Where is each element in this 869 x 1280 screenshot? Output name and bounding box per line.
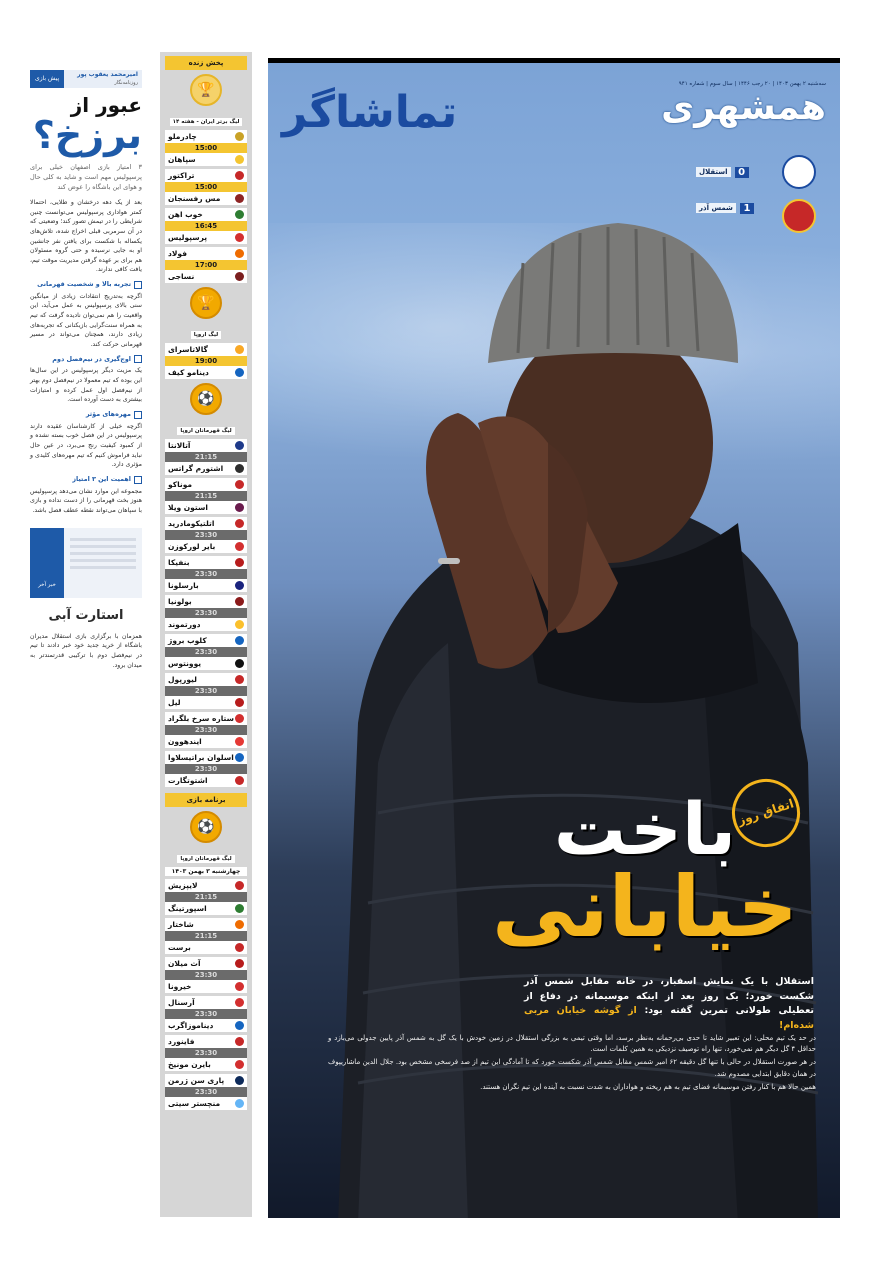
match-time: 23:30 xyxy=(165,1048,247,1058)
team-name: لایپزیش xyxy=(168,881,198,890)
away-team xyxy=(165,270,247,283)
team-name: استقلال xyxy=(696,167,731,177)
match-card xyxy=(165,247,247,283)
team-name: لیل xyxy=(168,698,181,707)
team-crest-icon xyxy=(235,171,244,180)
team-name: منچستر سیتی xyxy=(168,1099,221,1108)
team-name: خیرونا xyxy=(168,982,192,991)
home-team xyxy=(165,169,247,182)
home-team xyxy=(165,343,247,356)
team-crest-icon xyxy=(235,480,244,489)
team-crest-icon xyxy=(235,194,244,203)
team-crest-icon xyxy=(235,581,244,590)
match-time: 23:30 xyxy=(165,970,247,980)
newspaper-logo: همشهری xyxy=(661,87,826,128)
match-time: 17:00 xyxy=(165,260,247,270)
team-name: اسلوان براتیسلاوا xyxy=(168,753,234,762)
team-crest-icon xyxy=(235,714,244,723)
team-name: آث میلان xyxy=(168,959,201,968)
team-crest-icon xyxy=(235,503,244,512)
team-crest-icon xyxy=(235,737,244,746)
latest-news-box xyxy=(30,528,142,598)
match-card xyxy=(165,712,247,748)
away-team xyxy=(165,540,247,553)
team-crest-icon xyxy=(235,943,244,952)
program-label: برنامه بازی xyxy=(165,793,247,807)
team-name: تراکتور xyxy=(168,171,195,180)
match-card xyxy=(165,556,247,592)
team-crest-icon xyxy=(235,881,244,890)
home-team xyxy=(165,996,247,1009)
team-name: بنفیکا xyxy=(168,558,190,567)
team-crest-icon xyxy=(235,636,244,645)
team-name: ایندهوون xyxy=(168,737,202,746)
match-card xyxy=(165,673,247,709)
away-team xyxy=(165,902,247,915)
home-team xyxy=(165,1074,247,1087)
home-team xyxy=(165,247,247,260)
match-time: 23:30 xyxy=(165,1009,247,1019)
match-time: 21:15 xyxy=(165,892,247,902)
team-name: فاینورد xyxy=(168,1037,195,1046)
team-name: اتلتیکومادرید xyxy=(168,519,215,528)
away-team xyxy=(165,1097,247,1110)
away-team xyxy=(165,774,247,787)
home-team xyxy=(165,957,247,970)
away-team xyxy=(165,579,247,592)
team-crest-icon xyxy=(235,675,244,684)
team-name: فولاد xyxy=(168,249,188,258)
match-time: 23:30 xyxy=(165,725,247,735)
author-info xyxy=(64,70,142,88)
team-crest-icon xyxy=(235,620,244,629)
lead-text: استقلال با یک نمایش اسفبار، در خانه مقابل شمس آذر شکست خورد؛ یک روز بعد از اینکه موسیمانه در دفاع از تعطیلی طولانی تمرین گفته بود: xyxy=(524,976,814,1017)
team-name: اسپورتینگ xyxy=(168,904,207,913)
team-name: آتالانتا xyxy=(168,441,191,450)
away-team xyxy=(165,1019,247,1032)
match-card xyxy=(165,439,247,475)
team-name: چادرملو xyxy=(168,132,197,141)
decorative-lines xyxy=(70,538,136,573)
team-crest-icon xyxy=(235,132,244,141)
team-crest-icon xyxy=(235,519,244,528)
team-name: اشتورم گراتس xyxy=(168,464,224,473)
home-team xyxy=(165,634,247,647)
home-team xyxy=(165,712,247,725)
league-name: لیگ قهرمانان اروپا xyxy=(177,427,234,435)
home-team xyxy=(165,556,247,569)
away-team xyxy=(165,1058,247,1071)
home-team xyxy=(165,918,247,931)
team-crest-icon xyxy=(235,597,244,606)
away-team xyxy=(165,657,247,670)
latest-news-label: خبر آخر xyxy=(30,528,64,598)
team-name: شاختار xyxy=(168,920,194,929)
team-name: بایر لورکوزن xyxy=(168,542,216,551)
team-crest-icon xyxy=(235,920,244,929)
trophy-icon: 🏆 xyxy=(190,287,222,319)
team-crest-icon xyxy=(235,155,244,164)
away-team xyxy=(165,941,247,954)
match-card xyxy=(165,918,247,954)
match-time: 21:15 xyxy=(165,452,247,462)
team-name: خوب اهن xyxy=(168,210,203,219)
section-heading: تجربه بالا و شخصیت قهرمانی xyxy=(30,280,142,290)
team-name: دیناموزاگرب xyxy=(168,1021,214,1030)
column-intro: بعد از یک دهه درخشان و طلایی، احتمالا کمتر هواداری پرسپولیس می‌توانست چنین شرایطی را در تیمش تصور کند؛ وضعیتی که در آن سرمربی قبلی اخراج شده، تلاش‌های یکساله با شکست برای یافتن نفر جانشین او به جایی نرسیده و حتی گروه مسئولان هم برای بر عهده گرفتن مدیریت موقت تیم، یافت کافی ندارند. xyxy=(30,199,142,274)
newspaper-logo-accent: تماشاگر xyxy=(282,87,458,138)
match-time: 21:15 xyxy=(165,491,247,501)
headline-line2: خیابانی xyxy=(492,858,798,956)
score-value: 0 xyxy=(735,167,749,178)
match-card xyxy=(165,634,247,670)
match-card xyxy=(165,517,247,553)
team-crest-icon xyxy=(235,464,244,473)
section-text: اگرچه به‌تدریج انتقادات زیادی از میانگین سنی بالای پرسپولیس به عمل می‌آید، این واقعیت را هم نمی‌توان نادیده گرفت که تیم به همراه سنت‌گرایی بازیکنانی که تجربه‌های زیادی دارند، همچنان می‌تواند در مسیر قهرمانی حرکت کند. xyxy=(30,292,142,348)
team-crest-icon xyxy=(235,776,244,785)
match-time: 21:15 xyxy=(165,931,247,941)
team-name: شمس آذر xyxy=(696,203,736,213)
team-crest-icon xyxy=(235,959,244,968)
team-crest-icon xyxy=(235,272,244,281)
author-name: امیرمحمد یعقوب پور xyxy=(77,71,138,79)
match-time: 23:30 xyxy=(165,647,247,657)
home-team xyxy=(165,1035,247,1048)
headline-line1: باخت xyxy=(553,787,737,871)
score-value: 1 xyxy=(740,203,754,214)
match-card xyxy=(165,879,247,915)
team-name: پاری سن ژرمن xyxy=(168,1076,225,1085)
team-crest-icon xyxy=(235,233,244,242)
team-crest-icon xyxy=(235,753,244,762)
author-bar xyxy=(30,70,142,88)
match-card xyxy=(165,1035,247,1071)
league-header xyxy=(165,811,247,864)
team-crest-icon xyxy=(235,368,244,377)
home-team xyxy=(165,673,247,686)
match-time: 23:30 xyxy=(165,530,247,540)
league-name: لیگ اروپا xyxy=(191,331,221,339)
body-paragraph: در هر صورت استقلال در حالی با تنها گل دقیقه ۶۲ امیر شمس مقابل شمس آذر شکست خورد که تا آمادگی این تیم از صد فرسخی مشخص بود. جلال الدین ماشاریپوف در همان دقایق ابتدایی مصدوم شد. xyxy=(328,1058,816,1078)
team-crest-icon xyxy=(235,1099,244,1108)
program-date: چهارشنبه ۳ بهمن ۱۴۰۳ xyxy=(165,867,247,876)
team-crest-icon xyxy=(235,542,244,551)
live-broadcast-label: پخش زنده xyxy=(165,56,247,70)
cover-photo-panel xyxy=(268,58,840,1218)
away-team xyxy=(165,618,247,631)
team-crest-icon xyxy=(235,982,244,991)
team-name: بولونیا xyxy=(168,597,192,606)
match-time: 23:30 xyxy=(165,569,247,579)
match-time: 23:30 xyxy=(165,608,247,618)
team-name: دینامو کیف xyxy=(168,368,209,377)
home-team xyxy=(165,130,247,143)
section-text: اگرچه خیلی از کارشناسان عقیده دارند پرسپولیس در این فصل خوب بسته نشده و از کمبود کیفیت رنج می‌برد، در عین حال نباید فراموش کنیم که تیم مهره‌های کلیدی و مؤثری دارد. xyxy=(30,422,142,469)
league-name: لیگ برتر ایران - هفته ۱۴ xyxy=(170,118,243,126)
team-name: سپاهان xyxy=(168,155,196,164)
star-ball-icon: ⚽ xyxy=(190,811,222,843)
league-header xyxy=(165,74,247,127)
away-team xyxy=(165,501,247,514)
team-crest-icon xyxy=(235,249,244,258)
away-team xyxy=(165,696,247,709)
team-name: دورتموند xyxy=(168,620,201,629)
home-team xyxy=(165,208,247,221)
day-event-stamp: اتفاق روز xyxy=(723,770,809,856)
match-card xyxy=(165,208,247,244)
team-crest-icon xyxy=(235,441,244,450)
match-time: 15:00 xyxy=(165,182,247,192)
home-team xyxy=(165,517,247,530)
cover-headline xyxy=(480,787,810,956)
team-crest-icon xyxy=(235,904,244,913)
masthead xyxy=(282,81,826,141)
section-text: مجموعه این موارد نشان می‌دهد پرسپولیس هنوز بخت قهرمانی را از دست نداده و بازی با سپاهان می‌تواند نقطه عطف فصل باشد. xyxy=(30,487,142,514)
news-text: همزمان با برگزاری بازی استقلال مدیران باشگاه از خرید جدید خود خبر دادند تا تیم در نیم‌فصل دوم با ترکیبی قدرتمندتر به میدان برود. xyxy=(30,632,142,669)
away-team xyxy=(165,735,247,748)
away-team xyxy=(165,366,247,379)
team-crest-icon xyxy=(235,1021,244,1030)
match-card xyxy=(165,1074,247,1110)
match-time: 23:30 xyxy=(165,1087,247,1097)
cover-body xyxy=(328,1033,816,1095)
team-crest-icon xyxy=(235,210,244,219)
home-team xyxy=(165,478,247,491)
match-card xyxy=(165,957,247,993)
team-name: نساجی xyxy=(168,272,195,281)
team-name: یوونتوس xyxy=(168,659,202,668)
team-crest-icon xyxy=(235,1060,244,1069)
left-column xyxy=(30,70,142,1250)
match-card xyxy=(165,130,247,166)
team-name: لیورپول xyxy=(168,675,197,684)
match-time: 19:00 xyxy=(165,356,247,366)
team-name: گالاتاسرای xyxy=(168,345,208,354)
team-name: پرسپولیس xyxy=(168,233,208,242)
match-card xyxy=(165,996,247,1032)
trophy-icon: 🏆 xyxy=(190,74,222,106)
match-card xyxy=(165,478,247,514)
team-name: آرسنال xyxy=(168,998,195,1007)
team-crest-icon xyxy=(235,1076,244,1085)
team-crest-icon xyxy=(235,659,244,668)
home-team xyxy=(165,439,247,452)
away-team xyxy=(165,231,247,244)
team-name: استون ویلا xyxy=(168,503,208,512)
away-team xyxy=(165,153,247,166)
news-title: استارت آبی xyxy=(48,607,124,623)
team-name: ستاره سرخ بلگراد xyxy=(168,714,234,723)
match-card xyxy=(165,343,247,379)
cover-lead xyxy=(524,975,814,1034)
section-heading: مهره‌های مؤثر xyxy=(30,410,142,420)
home-team xyxy=(165,595,247,608)
team-crest-icon xyxy=(235,698,244,707)
match-card xyxy=(165,169,247,205)
league-header xyxy=(165,287,247,340)
match-time: 16:45 xyxy=(165,221,247,231)
column-title-line2: برزخ؟ xyxy=(32,113,142,157)
match-time: 23:30 xyxy=(165,686,247,696)
team-name: اشتوتگارت xyxy=(168,776,208,785)
masthead-info: سه‌شنبه ۲ بهمن ۱۴۰۳ | ۲۰ رجب ۱۴۴۶ | سال سوم | شماره ۹۴۱ xyxy=(678,81,826,87)
away-team xyxy=(165,192,247,205)
match-time: 15:00 xyxy=(165,143,247,153)
team-crest-icon xyxy=(235,345,244,354)
team-crest-icon xyxy=(235,1037,244,1046)
home-team xyxy=(165,751,247,764)
away-team xyxy=(165,980,247,993)
match-time: 23:30 xyxy=(165,764,247,774)
section-text: یک مزیت دیگر پرسپولیس در این سال‌ها این بوده که تیم معمولا در نیم‌فصل دوم بهتر از نیم‌فصل اول عمل کرده و امتیازات بیشتری به دست آورده است. xyxy=(30,367,142,404)
author-role: روزنامه‌نگار xyxy=(114,79,138,86)
team-name: برست xyxy=(168,943,191,952)
away-team xyxy=(165,462,247,475)
team-name: مس رفسنجان xyxy=(168,194,221,203)
team-name: موناکو xyxy=(168,480,193,489)
match-card xyxy=(165,751,247,787)
team-name: کلوب بروژ xyxy=(168,636,207,645)
section-tag: پیش بازی xyxy=(30,70,64,88)
team-crest-icon xyxy=(235,998,244,1007)
column-subtitle: ۳ امتیاز بازی اصفهان خیلی برای پرسپولیس مهم است و شاید به کلی حال و هوای این باشگاه را عوض کند xyxy=(30,162,142,192)
lead-highlight: از گوشه خیابان مربی شده‌ام! xyxy=(524,1005,814,1032)
match-card xyxy=(165,595,247,631)
section-heading: اهمیت این ۳ امتیاز xyxy=(30,475,142,485)
section-heading: اوج‌گیری در نیم‌فصل دوم xyxy=(30,355,142,365)
team-name: بایرن مونیخ xyxy=(168,1060,211,1069)
league-header xyxy=(165,383,247,436)
team-crest-icon xyxy=(235,558,244,567)
team-name: بارسلونا xyxy=(168,581,199,590)
body-paragraph: همین حالا هم با کنار رفتن موسیمانه فضای تیم به هم ریخته و هواداران به شدت نسبت به آینده این تیم نگران هستند. xyxy=(480,1082,816,1091)
home-team xyxy=(165,879,247,892)
schedule-column xyxy=(160,52,252,1217)
league-name: لیگ قهرمانان اروپا xyxy=(177,855,234,863)
column-title-line1: عبور از xyxy=(70,93,142,117)
body-paragraph: در حد یک تیم محلی: این تعبیر شاید تا حدی بی‌رحمانه به‌نظر برسد، اما وقتی تیمی به بزرگی استقلال در زمین خودش با یک گل به شمس آذر پایین جدولی می‌بازد و حداقل ۴ گل دیگر هم نمی‌خورد، تنها راه توصیف نزدیکی به همین کلمات است. xyxy=(328,1034,816,1054)
star-ball-icon: ⚽ xyxy=(190,383,222,415)
